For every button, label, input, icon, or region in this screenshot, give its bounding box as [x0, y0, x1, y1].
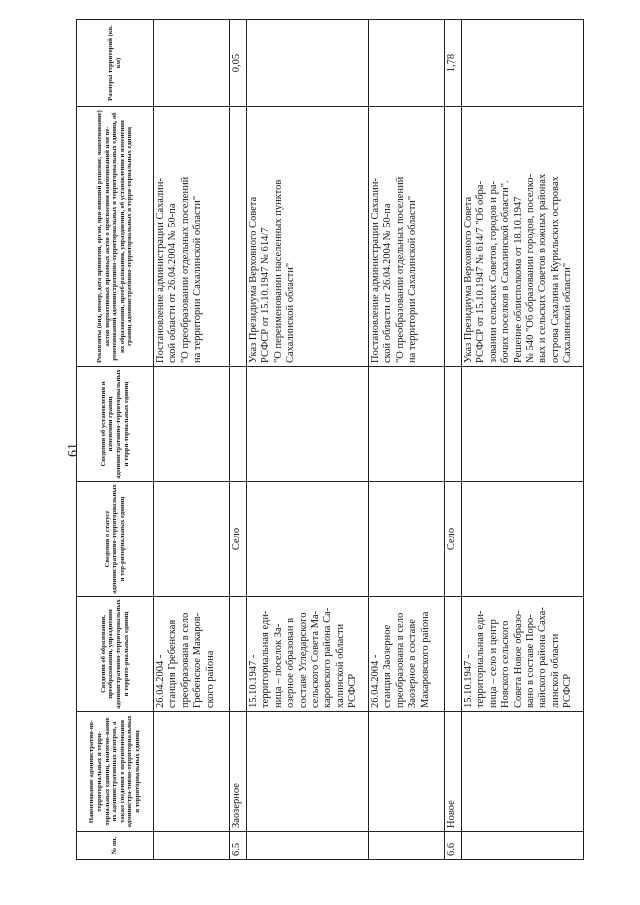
cell-name — [462, 712, 584, 832]
header-status: Сведения о статусе административно-территориальных и тер-риториальных единиц — [77, 482, 154, 597]
cell-status — [462, 482, 584, 597]
page-number: 61 — [66, 443, 81, 457]
table-row — [445, 20, 462, 860]
header-requisites: Реквизиты (вид, номер, дата принятия, орган, при-нявший решение, наименование) актов нормативных правовых актов о присвоении наименований или пе-реименований административно-территориальных и территориальных единиц, об их образовании, преоб-разовании, упразднении, об установлении и изменении границ административно-территориальных и терри-ториальных единиц — [77, 107, 154, 367]
header-name: Наименование административ-но-территориальных и терри-ториальных единиц, наимено-вание их административных центров, а также сведения о переименовании администра-тивно-территориальных и территориальных единиц — [77, 712, 154, 832]
cell-area: 1,78 — [445, 20, 462, 107]
cell-borders — [154, 367, 230, 482]
cell-text-line: Макаровского района — [419, 611, 431, 708]
cell-requisites — [247, 107, 369, 367]
cell-name — [247, 712, 369, 832]
cell-text-line: Указ Президиума Верховного Совета — [463, 196, 474, 363]
cell-requisites — [154, 107, 230, 367]
cell-borders — [369, 367, 445, 482]
cell-text-line: РСФСР — [562, 673, 574, 708]
cell-text-line: Заозерное в составе — [407, 619, 419, 708]
register-table-sheet — [76, 20, 629, 860]
register-table — [76, 19, 584, 860]
cell-requisites — [230, 107, 247, 367]
cell-requisites — [369, 107, 445, 367]
cell-num — [462, 832, 584, 860]
cell-text-line: ница – село и центр — [487, 619, 499, 708]
cell-text-line: 26.04.2004 - — [370, 654, 381, 708]
cell-text-line: Сахалинской области" — [285, 262, 297, 363]
cell-text-line: преобразована в село — [179, 612, 191, 708]
cell-text-line: сельского Совета Ма- — [310, 610, 322, 708]
cell-text-line: бочих поселков в Сахалинской области". — [500, 180, 512, 363]
cell-text-line: территориальная еди- — [260, 610, 272, 708]
cell-borders — [230, 367, 247, 482]
cell-text-line: 15.10.1947 - — [248, 654, 259, 708]
cell-text-line: преобразована в село — [394, 612, 406, 708]
cell-text-line: ница – поселок За- — [272, 623, 284, 708]
cell-text-line: зовании сельских Советов, городов и ра- — [487, 180, 499, 363]
cell-text-line: "О преобразовании отдельных поселений — [179, 176, 191, 363]
cell-name: Новое — [445, 712, 462, 832]
cell-text-line: Решение облисполкома от 18.10.1947 — [512, 196, 524, 363]
cell-text-line: халинской области — [334, 623, 346, 708]
cell-text-line: Указ Президиума Верховного Совета — [248, 196, 259, 363]
cell-text-line: на территории Сахалинской области" — [192, 195, 204, 363]
cell-area — [247, 20, 369, 107]
cell-formation — [445, 597, 462, 712]
cell-formation — [154, 597, 230, 712]
cell-area — [154, 20, 230, 107]
cell-status — [154, 482, 230, 597]
cell-formation — [462, 597, 584, 712]
cell-text-line: станция Заозерное — [382, 624, 394, 708]
header-area: Размеры территорий (кв. км) — [77, 20, 154, 107]
cell-num: 6.6 — [445, 832, 462, 860]
header-row — [77, 20, 154, 860]
cell-num — [247, 832, 369, 860]
cell-text-line: Гребенское Макаров- — [192, 612, 204, 708]
cell-num — [154, 832, 230, 860]
cell-text-line: РСФСР от 15.10.1947 № 614/7 "Об обра- — [475, 181, 487, 363]
cell-formation — [247, 597, 369, 712]
cell-area — [369, 20, 445, 107]
cell-text-line: РСФСР — [347, 673, 359, 708]
table-row — [369, 20, 445, 860]
header-borders: Сведения об установлении и изменении границ административно-территориальных и терри-ториальных единиц — [77, 367, 154, 482]
header-num: № пп. — [77, 832, 154, 860]
cell-status — [369, 482, 445, 597]
cell-area: 0,05 — [230, 20, 247, 107]
cell-num — [369, 832, 445, 860]
cell-num: 6.5 — [230, 832, 247, 860]
cell-text-line: ской области от 26.04.2004 № 50-па — [167, 203, 179, 363]
table-row — [247, 20, 369, 860]
cell-text-line: Постановление администрации Сахалин- — [370, 177, 381, 363]
cell-requisites — [445, 107, 462, 367]
cell-text-line: острова Сахалина и Курильских островах — [549, 176, 561, 363]
cell-name — [154, 712, 230, 832]
cell-text-line: ского района — [204, 650, 216, 708]
cell-text-line: 15.10.1947 - — [463, 654, 474, 708]
cell-name — [369, 712, 445, 832]
cell-text-line: Новского сельского — [500, 620, 512, 708]
cell-name: Заозерное — [230, 712, 247, 832]
cell-text-line: на территории Сахалинской области" — [407, 195, 419, 363]
cell-text-line: "О переименовании населенных пунктов — [272, 179, 284, 363]
cell-area — [462, 20, 584, 107]
cell-status: Село — [230, 482, 247, 597]
cell-text-line: № 540 "Об образовании городов, поселко- — [525, 173, 537, 363]
cell-formation — [230, 597, 247, 712]
cell-borders — [462, 367, 584, 482]
header-formation: Сведения об образовании, преобразовании, упразднении административно-территориальных и террито-риальных единиц — [77, 597, 154, 712]
cell-text-line: Совета Новое образо- — [512, 610, 524, 708]
cell-text-line: озерное образован в — [285, 617, 297, 708]
cell-status: Село — [445, 482, 462, 597]
cell-text-line: линской области — [549, 633, 561, 708]
cell-formation — [369, 597, 445, 712]
cell-text-line: вано в составе Поро- — [525, 614, 537, 708]
cell-requisites — [462, 107, 584, 367]
cell-text-line: 26.04.2004 - — [155, 654, 166, 708]
cell-text-line: РСФСР от 15.10.1947 № 614/7 — [260, 227, 272, 363]
table-row — [462, 20, 584, 860]
cell-borders — [247, 367, 369, 482]
cell-text-line: территориальная еди- — [475, 610, 487, 708]
cell-text-line: Постановление администрации Сахалин- — [155, 177, 166, 363]
table-row — [154, 20, 230, 860]
cell-text-line: Сахалинской области" — [562, 262, 574, 363]
cell-text-line: составе Угледарского — [297, 612, 309, 708]
cell-borders — [445, 367, 462, 482]
cell-text-line: вых и сельских Советов в южных районах — [537, 173, 549, 363]
cell-text-line: "О преобразовании отдельных поселений — [394, 176, 406, 363]
cell-status — [247, 482, 369, 597]
cell-text-line: станция Гребенская — [167, 619, 179, 708]
table-row — [230, 20, 247, 860]
cell-text-line: ской области от 26.04.2004 № 50-па — [382, 203, 394, 363]
cell-text-line: найского района Саха- — [537, 607, 549, 708]
cell-text-line: каровского района Са- — [322, 607, 334, 708]
